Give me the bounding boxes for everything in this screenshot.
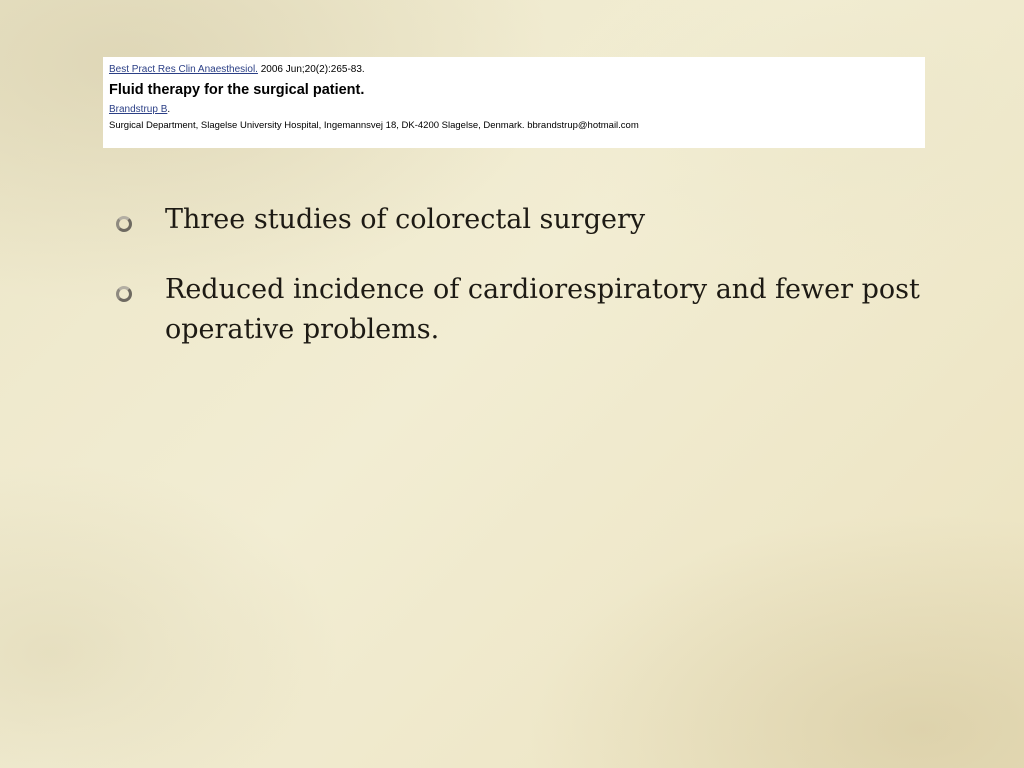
- citation-box: [103, 57, 925, 148]
- list-item: [110, 200, 930, 240]
- bullet-list: [110, 200, 930, 380]
- author-link[interactable]: Brandstrup B: [109, 104, 168, 115]
- bullet-text: Three studies of colorectal surgery: [165, 204, 646, 235]
- author-suffix: .: [167, 104, 171, 115]
- journal-info: 2006 Jun;20(2):265-83.: [257, 64, 365, 75]
- ring-bullet-icon: [116, 286, 132, 302]
- citation-journal-line: [109, 63, 919, 76]
- list-item: [110, 270, 930, 350]
- citation-author-line: [109, 103, 919, 116]
- journal-link[interactable]: Best Pract Res Clin Anaesthesiol.: [109, 64, 258, 75]
- article-title: Fluid therapy for the surgical patient.: [109, 82, 365, 98]
- ring-bullet-icon: [116, 216, 132, 232]
- bullet-text: Reduced incidence of cardiorespiratory and fewer post operative problems.: [165, 274, 920, 345]
- author-affiliation: Surgical Department, Slagelse University Hospital, Ingemannsvej 18, DK-4200 Slagelse, Denmark. bbrandstrup@hotmail.com: [109, 120, 639, 131]
